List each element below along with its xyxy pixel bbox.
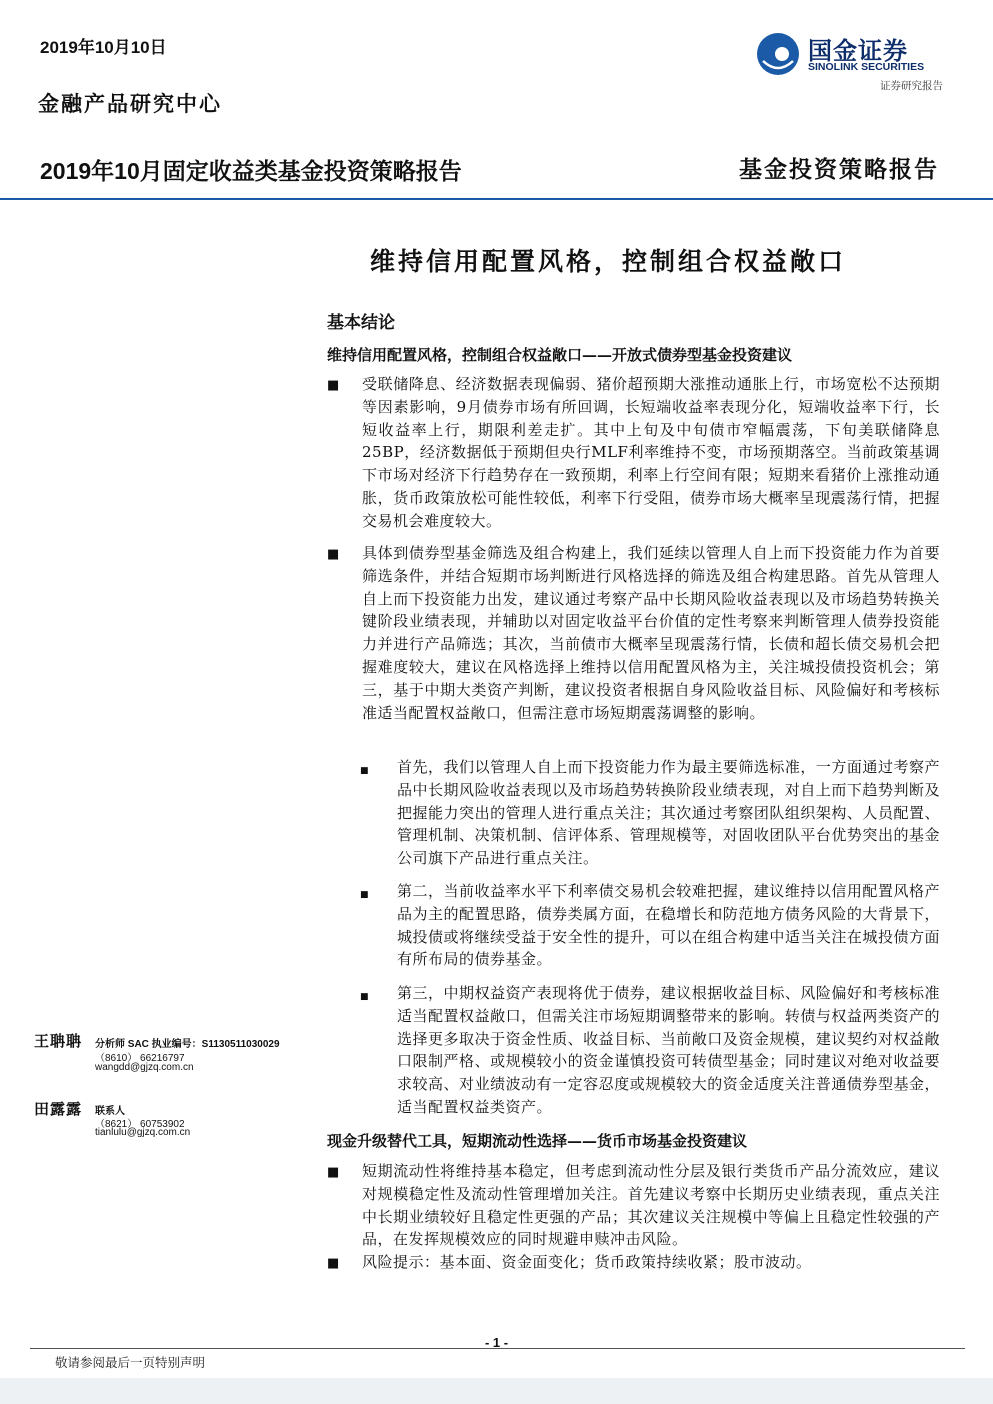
- section-title-money-market: 现金升级替代工具，短期流动性选择——货币市场基金投资建议: [327, 1132, 748, 1150]
- sinolink-logo-icon: [755, 31, 801, 77]
- analyst-phone: （8610） 66216797: [95, 1053, 185, 1064]
- analyst-role: 分析师 SAC 执业编号：S1130511030029: [95, 1039, 280, 1050]
- paragraph-risk-warning: 风险提示：基本面、资金面变化；货币政策持续收紧；股市波动。: [362, 1253, 812, 1271]
- paragraph-liquidity: 短期流动性将维持基本稳定，但考虑到流动性分层及银行类货币产品分流效应，建议对规模稳定性及流动性管理增加关注。首先建议考察中长期历史业绩表现，重点关注中长期业绩较好且稳定性更强的产品；其次建议关注规模中等偏上且稳定性较强的产品，在发挥规模效应的同时规避申赎冲击风险。: [362, 1162, 940, 1249]
- page-bottom-band: [0, 1378, 993, 1404]
- bullet-square-icon: ■: [327, 378, 340, 393]
- header-divider: [0, 198, 993, 200]
- contact-phone: （8621） 60753902: [95, 1119, 185, 1130]
- bullet-small-square-icon: ■: [360, 766, 369, 776]
- contact-role: 联系人: [95, 1106, 125, 1117]
- footer-divider: [30, 1348, 965, 1349]
- research-label: 证券研究报告: [880, 80, 943, 92]
- main-heading: 维持信用配置风格，控制组合权益敞口: [370, 247, 847, 276]
- section-title-bond-funds: 维持信用配置风格，控制组合权益敞口——开放式债券型基金投资建议: [327, 346, 793, 364]
- logo-name-cn: 国金证券: [808, 38, 908, 65]
- paragraph-market-review: 受联储降息、经济数据表现偏弱、猪价超预期大涨推动通胀上行，市场宽松不达预期等因素影响，9月债券市场有所回调，长短端收益率表现分化，短端收益率下行，长短收益率上行，期限利差走扩。其中上旬及中旬债市窄幅震荡，下旬美联储降息25BP，经济数据低于预期但央行MLF利率维持不变，市场预期落空。当前政策基调下市场对经济下行趋势存在一致预期，利率上行空间有限；短期来看猪价上涨推动通胀，货币政策放松可能性较低，利率下行受阻，债券市场大概率呈现震荡行情，把握交易机会难度较大。: [362, 375, 940, 530]
- logo-name-en: SINOLINK SECURITIES: [808, 61, 925, 73]
- bullet-small-square-icon: ■: [360, 992, 369, 1002]
- contact-name: 田露露: [34, 1100, 83, 1118]
- contact-email[interactable]: tianlulu@gjzq.com.cn: [95, 1127, 191, 1138]
- report-date: 2019年10月10日: [40, 38, 167, 57]
- bullet-small-square-icon: ■: [360, 890, 369, 900]
- sinolink-logo: [755, 31, 950, 77]
- paragraph-fund-selection: 具体到债券型基金筛选及组合构建上，我们延续以管理人自上而下投资能力作为首要筛选条件，并结合短期市场判断进行风格选择的筛选及组合构建思路。首先从管理人自上而下投资能力出发，建议通过考察产品中长期风险收益表现以及市场趋势转换关键阶段业绩表现，并辅助以对固定收益平台价值的定性考察来判断管理人债券投资能力并进行产品筛选；其次，当前债市大概率呈现震荡行情，长债和超长债交易机会把握难度较大，建议在风格选择上维持以信用配置风格为主，关注城投债投资机会；第三，基于中期大类资产判断，建议投资者根据自身风险收益目标、风险偏好和考核标准适当配置权益敞口，但需注意市场短期震荡调整的影响。: [362, 544, 940, 722]
- report-type: 基金投资策略报告: [739, 156, 939, 183]
- report-title: 2019年10月固定收益类基金投资策略报告: [40, 158, 462, 184]
- bullet-square-icon: ■: [327, 547, 340, 562]
- footer-disclaimer: 敬请参阅最后一页特别声明: [55, 1355, 206, 1370]
- section-heading-basic-conclusion: 基本结论: [327, 313, 395, 333]
- analyst-name: 王聃聃: [34, 1032, 83, 1050]
- paragraph-credit-style: 第二，当前收益率水平下利率债交易机会较难把握，建议维持以信用配置风格产品为主的配置思路，债券类属方面，在稳增长和防范地方债务风险的大背景下，城投债或将继续受益于安全性的提升，可以在组合构建中适当关注在城投债方面有所布局的债券基金。: [397, 882, 940, 969]
- paragraph-manager-ability: 首先，我们以管理人自上而下投资能力作为最主要筛选标准，一方面通过考察产品中长期风险收益表现以及市场趋势转换阶段业绩表现，对自上而下趋势判断及把握能力突出的管理人进行重点关注；其次通过考察团队组织架构、人员配置、管理机制、决策机制、信评体系、管理规模等，对固收团队平台优势突出的基金公司旗下产品进行重点关注。: [397, 758, 940, 868]
- research-center: 金融产品研究中心: [38, 91, 222, 116]
- paragraph-equity-exposure: 第三，中期权益资产表现将优于债券，建议根据收益目标、风险偏好和考核标准适当配置权益敞口，但需关注市场短期调整带来的影响。转债与权益两类资产的选择更多取决于资金性质、收益目标、当前敞口及资金规模，建议契约对权益敞口限制严格、或规模较小的资金谨慎投资可转债型基金；同时建议对绝对收益要求较高、对业绩波动有一定容忍度或规模较大的资金适度关注普通债券型基金，适当配置权益类资产。: [397, 984, 940, 1116]
- page-number: - 1 -: [484, 1335, 509, 1350]
- bullet-square-icon: ■: [327, 1256, 340, 1271]
- analyst-email[interactable]: wangdd@gjzq.com.cn: [95, 1062, 194, 1073]
- bullet-square-icon: ■: [327, 1165, 340, 1180]
